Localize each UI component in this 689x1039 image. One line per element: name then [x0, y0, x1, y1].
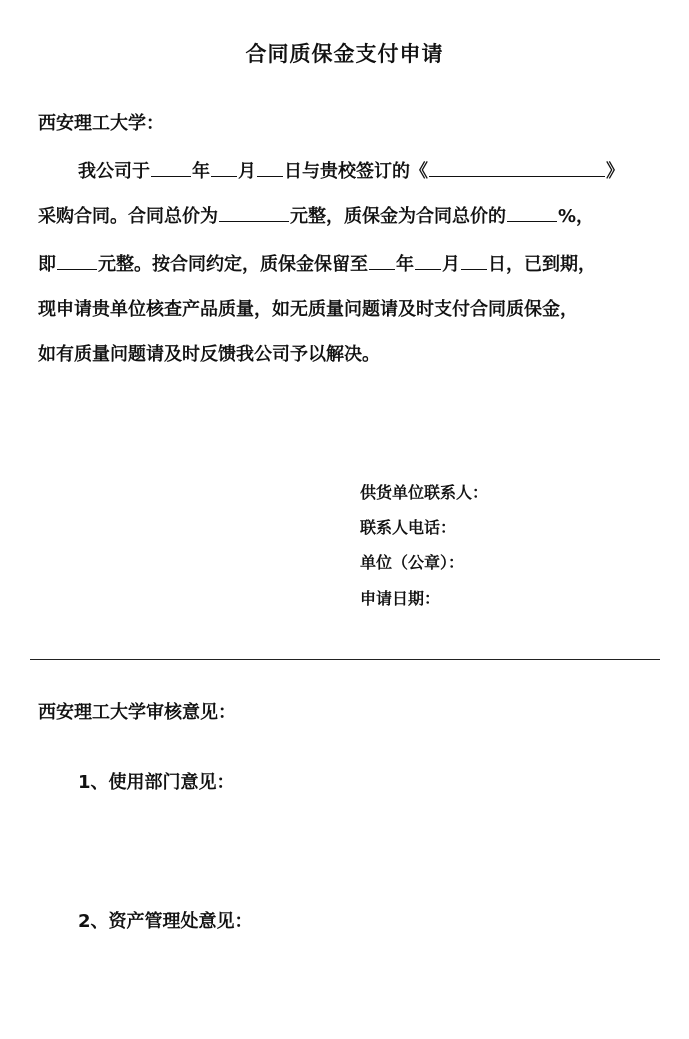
text-segment: 月: [238, 161, 256, 182]
paragraph-line-4: 现申请贵单位核查产品质量，如无质量问题请及时支付合同质保金，: [38, 299, 578, 320]
day-blank[interactable]: [257, 158, 283, 177]
application-date-label: 申请日期：: [360, 589, 441, 608]
paragraph-line-2: [38, 203, 594, 229]
text-segment: 》: [606, 161, 624, 182]
text-segment: 我公司于: [78, 161, 150, 182]
month-blank[interactable]: [211, 158, 237, 177]
amount-blank[interactable]: [57, 251, 97, 270]
text-segment: %，: [558, 206, 595, 227]
text-segment: 元整。按合同约定，质保金保留至: [98, 254, 368, 275]
year-blank[interactable]: [151, 158, 191, 177]
text-segment: 即: [38, 254, 56, 275]
text-segment: 日与贵校签订的《: [284, 161, 428, 182]
supplier-contact-label: 供货单位联系人：: [360, 483, 489, 502]
text-segment: 年: [192, 161, 210, 182]
paragraph-line-5: 如有质量问题请及时反馈我公司予以解决。: [38, 344, 380, 365]
review-heading: 西安理工大学审核意见：: [38, 702, 236, 723]
unit-seal-label: 单位（公章）：: [360, 553, 465, 572]
text-segment: 采购合同。合同总价为: [38, 206, 218, 227]
paragraph-line-1: [78, 158, 624, 184]
paragraph-line-3: [38, 251, 596, 277]
contact-phone-label: 联系人电话：: [360, 518, 457, 537]
expire-month-blank[interactable]: [415, 251, 441, 270]
contract-name-blank[interactable]: [429, 158, 605, 177]
total-price-blank[interactable]: [219, 203, 289, 222]
percent-blank[interactable]: [507, 203, 557, 222]
expire-day-blank[interactable]: [461, 251, 487, 270]
asset-management-opinion-label: 2、资产管理处意见：: [78, 911, 253, 932]
addressee: 西安理工大学：: [38, 113, 164, 134]
page-title: 合同质保金支付申请: [245, 42, 444, 66]
expire-year-blank[interactable]: [369, 251, 395, 270]
text-segment: 年: [396, 254, 414, 275]
text-segment: 元整，质保金为合同总价的: [290, 206, 506, 227]
text-segment: 月: [442, 254, 460, 275]
text-segment: 日，已到期，: [488, 254, 596, 275]
department-opinion-label: 1、使用部门意见：: [78, 772, 235, 793]
section-divider: [30, 659, 660, 660]
